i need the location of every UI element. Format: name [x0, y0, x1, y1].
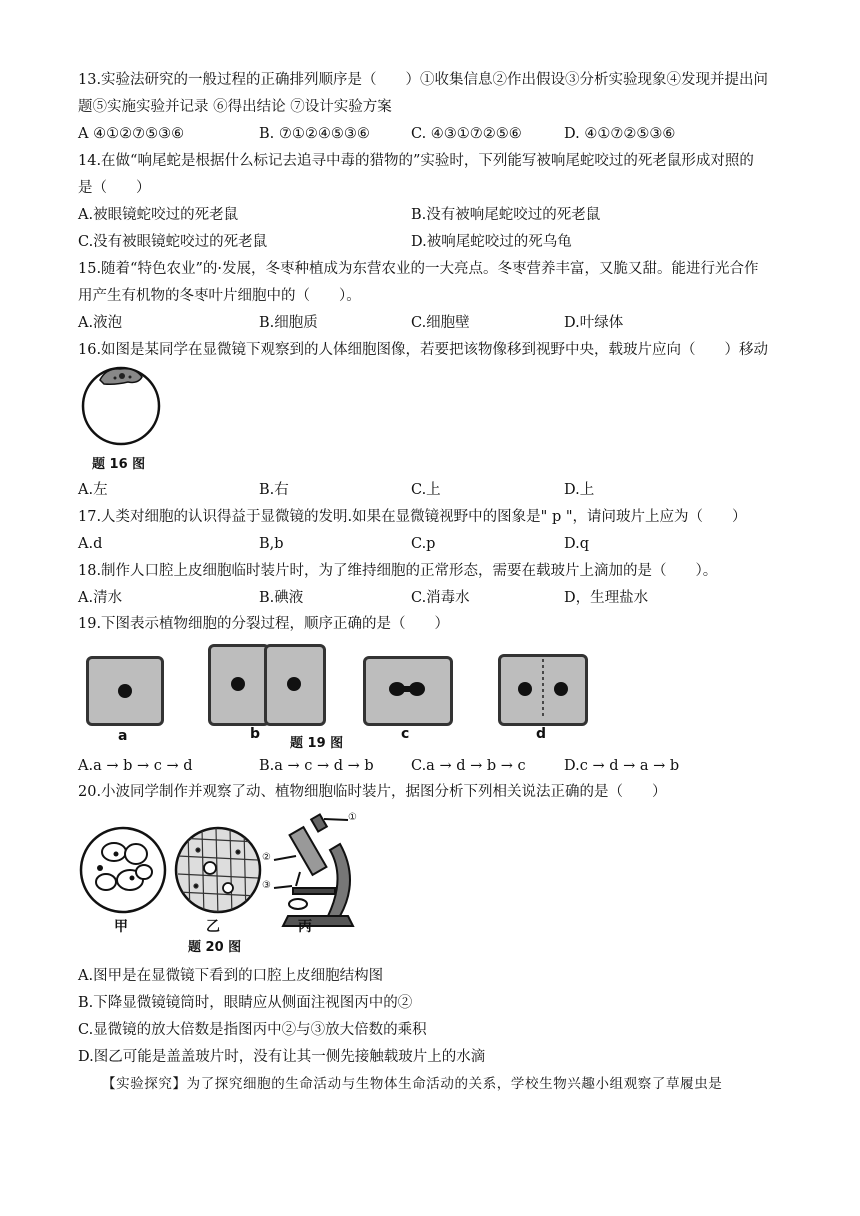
q19-label-d: d	[536, 726, 547, 742]
q19-option-d: D.c → d → a → b	[564, 758, 680, 774]
q20-stem: 20.小波同学制作并观察了动、植物细胞临时装片，据图分析下列相关说法正确的是（ ）	[78, 784, 667, 800]
q18-options	[78, 588, 798, 608]
microscope-part-2: ②	[262, 852, 271, 863]
q15-options	[78, 313, 798, 333]
q19-figure	[78, 640, 598, 750]
q14-option-d: D.被响尾蛇咬过的死乌龟	[411, 234, 572, 250]
microscope-part-3: ③	[262, 880, 271, 891]
q19-option-c: C.a → d → b → c	[411, 758, 526, 774]
q18-option-b: B.碘液	[259, 590, 304, 606]
q20-label-jia: 甲	[114, 919, 128, 935]
q14-options	[78, 205, 798, 252]
q14-stem-line1: 14.在做“响尾蛇是根据什么标记去追寻中毒的猎物的”实验时，下列能写被响尾蛇咬过的死老鼠形成对照的	[78, 153, 754, 169]
q15-option-a: A.液泡	[78, 315, 123, 331]
nucleus-icon	[231, 677, 245, 691]
q17-option-b: B,b	[259, 536, 284, 552]
q15-stem-line1: 15.随着“特色农业”的·发展，冬枣种植成为东营农业的一大亮点。冬枣营养丰富，又脆又甜。能进行光合作	[78, 261, 759, 277]
microscope-icon	[274, 814, 353, 926]
q17-stem: 17.人类对细胞的认识得益于显微镜的发明.如果在显微镜视野中的图象是" p "，请问玻片上应为（ ）	[78, 509, 747, 525]
q19-option-b: B.a → c → d → b	[259, 758, 374, 774]
q16-stem: 16.如图是某同学在显微镜下观察到的人体细胞图像，若要把该物像移到视野中央，载玻片应向（ ）移动	[78, 342, 769, 358]
q20-figure	[78, 808, 378, 956]
q20-option-a: A.图甲是在显微镜下看到的口腔上皮细胞结构图	[78, 968, 384, 984]
q13-option-b: B. ⑦①②④⑤③⑥	[259, 126, 370, 142]
q14-option-a: A.被眼镜蛇咬过的死老鼠	[78, 207, 239, 223]
q18-option-c: C.消毒水	[411, 590, 470, 606]
q15-option-b: B.细胞质	[259, 315, 318, 331]
q13-stem-line1: 13.实验法研究的一般过程的正确排列顺序是（ ）①收集信息②作出假设③分析实验现象④发现并提出问	[78, 72, 769, 88]
q20-label-bing: 丙	[298, 919, 312, 935]
cell-d-icon	[498, 654, 588, 726]
q13-option-c: C. ④③①⑦②⑤⑥	[411, 126, 522, 142]
cell-c-icon	[363, 656, 453, 726]
q20-figure-caption: 题 20 图	[188, 940, 242, 955]
q20-option-c: C.显微镜的放大倍数是指图丙中②与③放大倍数的乘积	[78, 1022, 427, 1038]
q20-figure-art	[78, 808, 378, 933]
q18-option-d: D，生理盐水	[564, 590, 649, 606]
q16-option-c: C.上	[411, 482, 441, 498]
nucleus-icon	[287, 677, 301, 691]
q16-option-a: A.左	[78, 482, 108, 498]
q14-option-c: C.没有被眼镜蛇咬过的死老鼠	[78, 234, 268, 250]
q16-figure	[80, 364, 170, 474]
q19-label-c: c	[401, 726, 410, 742]
q16-option-b: B.右	[259, 482, 289, 498]
cell-b-left-icon	[208, 644, 270, 726]
nucleus-icon	[118, 684, 132, 698]
q20-option-d: D.图乙可能是盖盖玻片时，没有让其一侧先接触载玻片上的水滴	[78, 1049, 486, 1065]
q18-option-a: A.清水	[78, 590, 123, 606]
q19-stem: 19.下图表示植物细胞的分裂过程，顺序正确的是（ ）	[78, 616, 450, 632]
q19-option-a: A.a → b → c → d	[78, 758, 193, 774]
q18-stem: 18.制作人口腔上皮细胞临时装片时，为了维持细胞的正常形态，需要在载玻片上滴加的是（ ）。	[78, 563, 718, 579]
q20-label-yi: 乙	[206, 919, 220, 935]
q15-stem-line2: 用产生有机物的冬枣叶片细胞中的（ ）。	[78, 288, 361, 304]
q19-label-b: b	[250, 726, 261, 742]
q17-option-c: C.p	[411, 536, 436, 552]
cell-plate-icon	[501, 657, 585, 723]
q17-option-a: A.d	[78, 536, 103, 552]
q17-option-d: D.q	[564, 536, 589, 552]
dividing-nucleus-icon	[366, 659, 450, 723]
q20-option-b: B.下降显微镜镜筒时，眼睛应从侧面注视图丙中的②	[78, 995, 413, 1011]
q13-stem-line2: 题⑤实施实验并记录 ⑥得出结论 ⑦设计实验方案	[78, 99, 392, 115]
microscope-part-1: ①	[348, 812, 357, 823]
cheek-cells-icon	[81, 828, 165, 912]
onion-epidermis-icon	[176, 828, 260, 918]
q16-options	[78, 480, 798, 500]
q19-figure-caption: 题 19 图	[290, 736, 344, 751]
q13-option-d: D. ④①⑦②⑤③⑥	[564, 126, 676, 142]
cell-a-icon	[86, 656, 164, 726]
experiment-intro: 【实验探究】为了探究细胞的生命活动与生物体生命活动的关系，学校生物兴趣小组观察了草履虫是	[102, 1076, 723, 1092]
q16-figure-caption: 题 16 图	[92, 457, 146, 472]
cell-b-right-icon	[264, 644, 326, 726]
q14-stem-line2: 是（ ）	[78, 180, 151, 196]
q15-option-d: D.叶绿体	[564, 315, 624, 331]
q14-option-b: B.没有被响尾蛇咬过的死老鼠	[411, 207, 601, 223]
q16-option-d: D.上	[564, 482, 595, 498]
q19-options	[78, 756, 798, 776]
q19-label-a: a	[118, 728, 128, 744]
q17-options	[78, 534, 798, 554]
q13-option-a: A ④①②⑦⑤③⑥	[78, 126, 185, 142]
q15-option-c: C.细胞壁	[411, 315, 470, 331]
q13-options	[78, 124, 798, 144]
